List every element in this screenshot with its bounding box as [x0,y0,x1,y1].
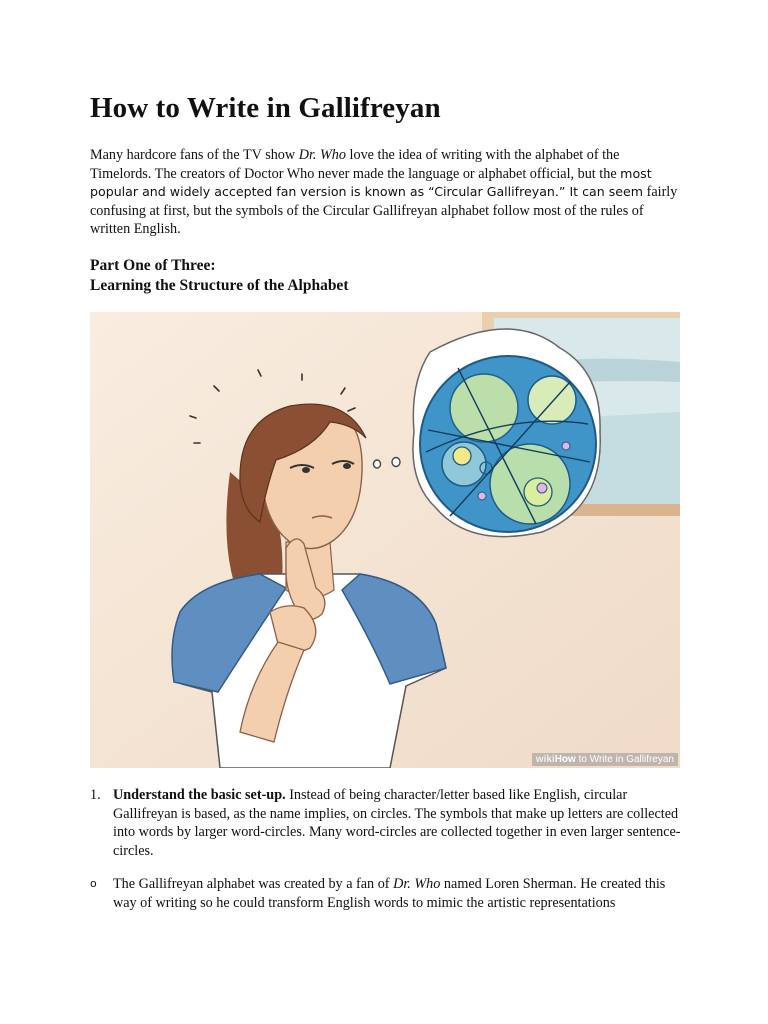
intro-text-3: most popular and widely accepted fan version is known as “Circular Gallifreyan.” It can seem [90,165,652,199]
step-text: Instead of being character/letter based like English, circular Gallifreyan is based, as the name implies, on circles. The symbols that make up letters are collected into words by larger word-circles. Many word-circles are collected together in even larger sentence-circles. [113,787,681,859]
list-item [90,786,690,860]
section-heading [90,256,348,296]
steps-list [90,786,690,912]
list-number: 1. [90,787,101,803]
page-title: How to Write in Gallifreyan [90,92,441,124]
bullet-show-name: Dr. Who [393,876,441,892]
wikihow-watermark [532,753,678,766]
bullet-text-1: The Gallifreyan alphabet was created by a fan of [113,876,394,892]
list-bullet: o [90,877,97,890]
watermark-wiki: wiki [535,754,555,765]
bullet-text-2: named Loren Sherman. He created this way of writing so he could transform English words to mimic the artistic representations [113,876,666,911]
intro-text-2: love the idea of writing with the alphabet of the Timelords. The creators of Doctor Who never made the language or alphabet official, but the [90,147,621,182]
intro-text-4: fairly confusing at first, but the symbols of the Circular Gallifreyan alphabet follow most of the rules of written English. [90,184,678,237]
section-heading-line-1: Part One of Three: [90,257,216,274]
watermark-how: How [554,754,576,765]
watermark-rest: to Write in Gallifreyan [575,754,674,765]
intro-paragraph [90,146,680,239]
show-name: Dr. Who [298,147,346,163]
section-heading-line-2: Learning the Structure of the Alphabet [90,277,349,294]
intro-text-1: Many hardcore fans of the TV show [90,147,299,163]
list-item [90,875,690,912]
step-title: Understand the basic set-up. [113,787,286,803]
illustration-drawing [90,312,680,768]
thought-bubble [413,329,600,537]
illustration [90,312,680,768]
